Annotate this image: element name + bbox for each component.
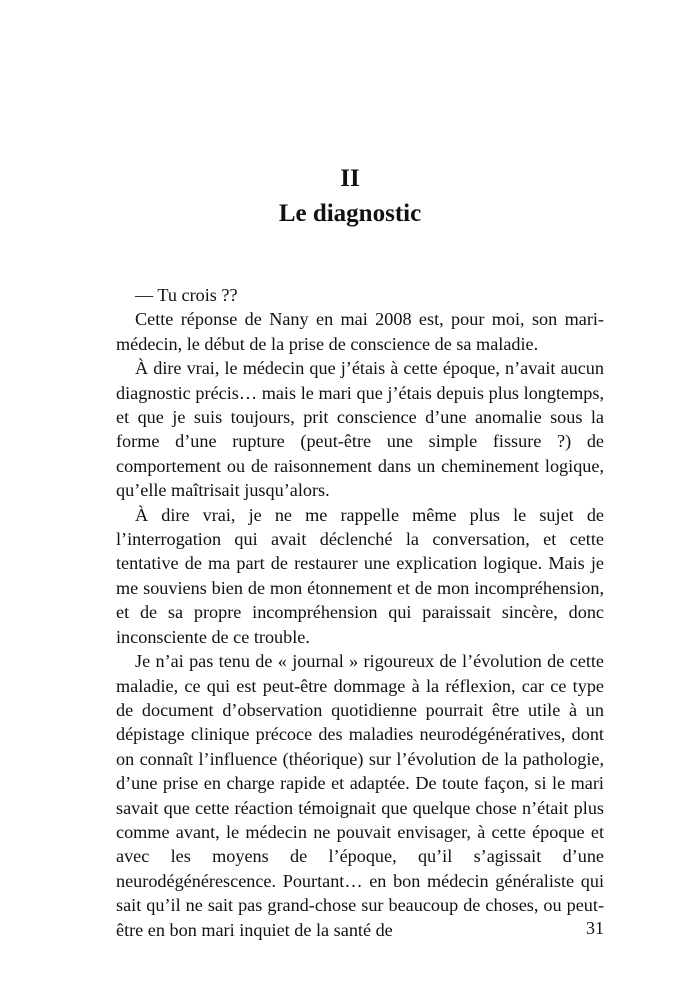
paragraph: À dire vrai, je ne me rappelle même plus le sujet de l’interrogation qui avait déclenché la conversation, et cette tentative de ma part de restaurer une explication logique. Mais je me souviens bien de mon étonnement et de mon incompréhension, et de sa propre incompréhension qui paraissait sincère, donc inconsciente de ce trouble. xyxy=(116,504,604,647)
chapter-title: Le diagnostic xyxy=(278,200,422,227)
chapter-number: II xyxy=(340,165,360,192)
body-text xyxy=(116,283,604,942)
paragraph: Je n’ai pas tenu de « journal » rigoureux de l’évolution de cette maladie, ce qui est peut-être dommage à la réflexion, car ce type de document d’observation quotidienne pourrait être utile à un dépistage clinique précoce des maladies neurodégénératives, dont on connaît l’influence (théorique) sur l’évolution de la pathologie, d’une prise en charge rapide et adaptée. De toute façon, si le mari savait que cette réaction témoignait que quelque chose n’était plus comme avant, le médecin ne pouvait envisager, à cette époque et avec les moyens de l’époque, qu’il s’agissait d’une neurodégénérescence. Pourtant… en bon médecin généraliste qui sait qu’il ne sait pas grand-chose sur beaucoup de choses, ou peut-être en bon mari inquiet de la santé de xyxy=(116,651,604,940)
page-number: 31 xyxy=(586,918,604,938)
paragraph: À dire vrai, le médecin que j’étais à cette époque, n’avait aucun diagnostic précis… mais le mari que j’étais depuis plus longtemps, et que je suis toujours, prit conscience d’une anomalie sous la forme d’une rupture (peut-être une simple fissure ?) de comportement ou de raisonnement dans un cheminement logique, qu’elle maîtrisait jusqu’alors. xyxy=(116,358,604,501)
paragraph: — Tu crois ?? xyxy=(135,285,238,305)
paragraph: Cette réponse de Nany en mai 2008 est, pour moi, son mari-médecin, le début de la prise de conscience de sa maladie. xyxy=(116,309,604,354)
